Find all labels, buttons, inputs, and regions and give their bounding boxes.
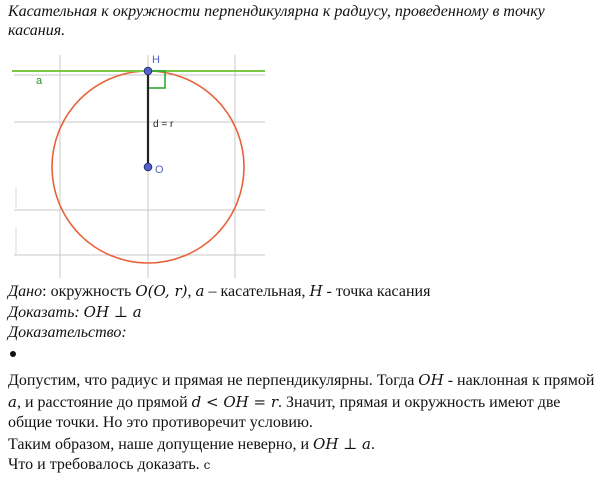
prove-statement: OH ⊥ a: [83, 303, 142, 321]
proof-line-3: общие точки. Но это противоречит условию.: [8, 414, 313, 431]
point-o-marker: [144, 163, 152, 171]
proof-line-4: Таким образом, наше допущение неверно, и OH ⊥ a.: [8, 435, 375, 453]
given-label: Дано: [8, 283, 43, 300]
qed-mark: c: [203, 458, 211, 472]
segment-label-d: d = r: [153, 119, 174, 130]
given-circle: O(O, r): [135, 282, 188, 300]
proof-line-1: Допустим, что радиус и прямая не перпендикулярны. Тогда OH - наклонная к прямой: [8, 371, 595, 389]
proof-line-5: Что и требовалось доказать. c: [8, 456, 211, 473]
geometry-figure: [0, 50, 290, 280]
proof-line-2: a, и расстояние до прямой d < OH = r. Значит, прямая и окружность имеют две: [8, 393, 561, 411]
theorem-statement: Касательная к окружности перпендикулярна к радиусу, проведенному в точку касания.: [8, 3, 545, 39]
prove-line: Доказать: OH ⊥ a: [8, 303, 142, 321]
prove-label: Доказать: [8, 304, 75, 321]
bullet-marker: [10, 351, 16, 357]
point-label-h: H: [152, 54, 160, 66]
line-label-a: a: [36, 75, 43, 87]
proof-label: Доказательство:: [8, 324, 127, 341]
point-h-marker: [144, 67, 152, 75]
given-line: Дано: окружность O(O, r), a – касательная, H - точка касания: [8, 282, 431, 300]
point-label-o: O: [155, 164, 164, 176]
